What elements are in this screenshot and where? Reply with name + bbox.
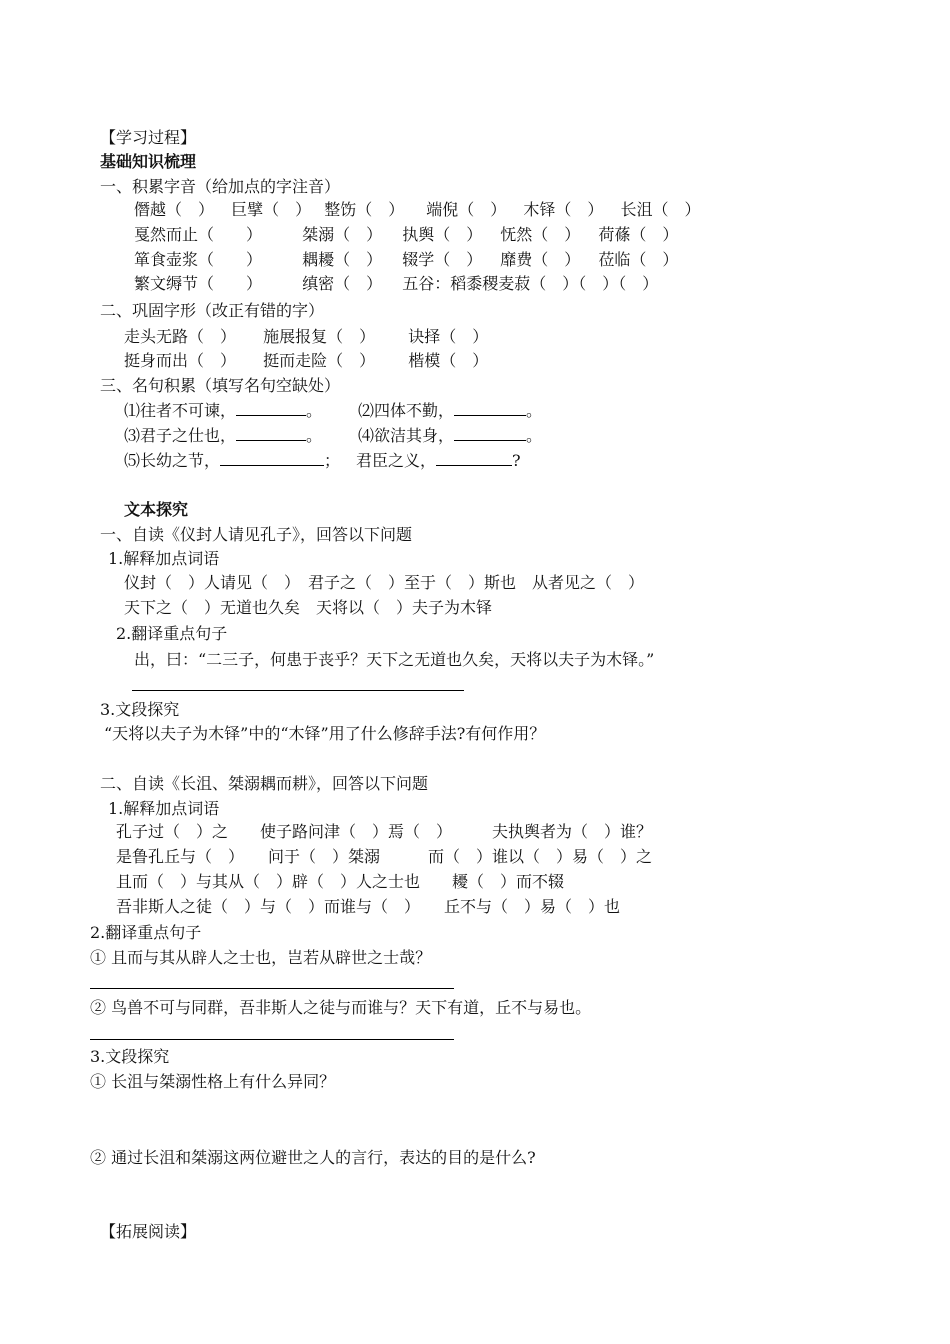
q1-item: 荷蓧（ ） xyxy=(598,225,679,244)
q1-item: 木铎（ ） xyxy=(523,200,604,219)
q1-item: 僭越（ ） xyxy=(134,200,215,219)
s2-q1-row-1: 孔子过（ ）之 使子路问津（ ）焉（ ） 夫执舆者为（ ）谁？ xyxy=(116,822,653,841)
s2-q1-row-3: 且而（ ）与其从（ ）辟（ ）人之士也 耰（ ）而不辍 xyxy=(116,872,565,891)
section-heading-learning-process: 【学习过程】 xyxy=(100,128,197,147)
q1-item: 端倪（ ） xyxy=(426,200,507,219)
q1-item: 整饬（ ） xyxy=(324,200,405,219)
q1-item: 耦耰（ ） xyxy=(302,250,383,269)
basic-knowledge-title: 基础知识梳理 xyxy=(100,152,197,171)
s1-q2-title: 2.翻译重点句子 xyxy=(116,624,228,643)
q3-item-3 xyxy=(124,426,322,446)
q2-row-2 xyxy=(124,351,488,371)
answer-line[interactable] xyxy=(90,988,454,989)
fill-blank[interactable] xyxy=(236,401,306,416)
q1-item: 莅临（ ） xyxy=(598,250,679,269)
q1-item: 靡费（ ） xyxy=(500,250,581,269)
q2-title: 二、巩固字形（改正有错的字） xyxy=(100,301,325,320)
q3-punct: 。 xyxy=(306,401,323,420)
s1-q3-title: 3.文段探究 xyxy=(100,700,180,719)
s2-q1-title: 1.解释加点词语 xyxy=(108,799,220,818)
q1-item: 五谷：稻黍稷麦菽（ ）（ ）（ ） xyxy=(402,274,659,293)
s2-q2-item-2: ② 鸟兽不可与同群，吾非斯人之徒与而谁与？天下有道，丘不与易也。 xyxy=(90,998,592,1017)
text-study-title: 文本探究 xyxy=(124,500,189,519)
q3-prompt: ⑵四体不勤， xyxy=(358,401,455,420)
q3-punct: ； xyxy=(324,451,341,470)
s1-q1-title: 1.解释加点词语 xyxy=(108,549,220,568)
q3-punct: ? xyxy=(512,451,521,470)
s2-q2-title: 2.翻译重点句子 xyxy=(90,923,202,942)
q3-prompt: ⑸长幼之节， xyxy=(124,451,221,470)
q3-item-1 xyxy=(124,401,322,421)
q3-prompt: ⑴往者不可谏， xyxy=(124,401,237,420)
q1-item: 戛然而止（ ） xyxy=(134,225,263,244)
s2-q3-item-1: ① 长沮与桀溺性格上有什么异同？ xyxy=(90,1072,336,1091)
q2-item: 诀择（ ） xyxy=(408,327,489,346)
q2-row-1 xyxy=(124,327,488,347)
s2-q3-item-2: ② 通过长沮和桀溺这两位避世之人的言行，表达的目的是什么? xyxy=(90,1148,536,1167)
q3-item-4 xyxy=(358,426,542,446)
q3-prompt: 君臣之义， xyxy=(356,451,437,470)
answer-line[interactable] xyxy=(90,1039,454,1040)
fill-blank[interactable] xyxy=(220,451,324,466)
s1-q1-row-2: 天下之（ ）无道也久矣 天将以（ ）夫子为木铎 xyxy=(124,598,493,617)
q3-punct: 。 xyxy=(526,401,543,420)
s2-q3-title: 3.文段探究 xyxy=(90,1047,170,1066)
q3-punct: 。 xyxy=(526,426,543,445)
s2-title: 二、自读《长沮、桀溺耦而耕》，回答以下问题 xyxy=(100,774,429,793)
q1-title: 一、积累字音（给加点的字注音） xyxy=(100,177,341,196)
q3-item-2 xyxy=(358,401,542,421)
q3-item-6 xyxy=(356,451,521,471)
s2-q1-row-2: 是鲁孔丘与（ ） 问于（ ）桀溺 而（ ）谁以（ ）易（ ）之 xyxy=(116,847,653,866)
q3-prompt: ⑷欲洁其身， xyxy=(358,426,455,445)
s1-q1-row-1: 仪封（ ）人请见（ ） 君子之（ ）至于（ ）斯也 从者见之（ ） xyxy=(124,573,645,592)
q1-item: 怃然（ ） xyxy=(500,225,581,244)
q1-row-4 xyxy=(134,274,658,294)
s1-title: 一、自读《仪封人请见孔子》，回答以下问题 xyxy=(100,525,413,544)
q1-item: 桀溺（ ） xyxy=(302,225,383,244)
s1-q2-sentence: 出，曰：“二三子，何患于丧乎？天下之无道也久矣，天将以夫子为木铎。” xyxy=(134,650,655,669)
answer-line[interactable] xyxy=(132,690,464,691)
q1-item: 箪食壶浆（ ） xyxy=(134,250,263,269)
q2-item: 施展报复（ ） xyxy=(263,327,376,346)
q1-item: 巨擘（ ） xyxy=(231,200,312,219)
q3-item-5 xyxy=(124,451,340,471)
q2-item: 楷模（ ） xyxy=(408,351,489,370)
q1-row-2 xyxy=(134,225,678,245)
fill-blank[interactable] xyxy=(454,426,526,441)
q3-title: 三、名句积累（填写名句空缺处） xyxy=(100,376,341,395)
q1-item: 缜密（ ） xyxy=(302,274,383,293)
fill-blank[interactable] xyxy=(236,426,306,441)
q3-prompt: ⑶君子之仕也， xyxy=(124,426,237,445)
q1-row-1 xyxy=(134,200,700,220)
q2-item: 挺而走险（ ） xyxy=(263,351,376,370)
s2-q2-item-1: ① 且而与其从辟人之士也，岂若从辟世之士哉？ xyxy=(90,948,432,967)
q1-item: 长沮（ ） xyxy=(620,200,701,219)
q2-item: 挺身而出（ ） xyxy=(124,351,237,370)
q3-punct: 。 xyxy=(306,426,323,445)
q2-item: 走头无路（ ） xyxy=(124,327,237,346)
s1-q3-text: “天将以夫子为木铎”中的“木铎”用了什么修辞手法?有何作用？ xyxy=(104,724,546,743)
fill-blank[interactable] xyxy=(454,401,526,416)
s2-q1-row-4: 吾非斯人之徒（ ）与（ ）而谁与（ ） 丘不与（ ）易（ ）也 xyxy=(116,897,621,916)
q1-item: 辍学（ ） xyxy=(402,250,483,269)
fill-blank[interactable] xyxy=(436,451,512,466)
q1-item: 繁文缛节（ ） xyxy=(134,274,263,293)
section-heading-extended-reading: 【拓展阅读】 xyxy=(100,1222,197,1241)
q1-row-3 xyxy=(134,250,678,270)
q1-item: 执舆（ ） xyxy=(402,225,483,244)
